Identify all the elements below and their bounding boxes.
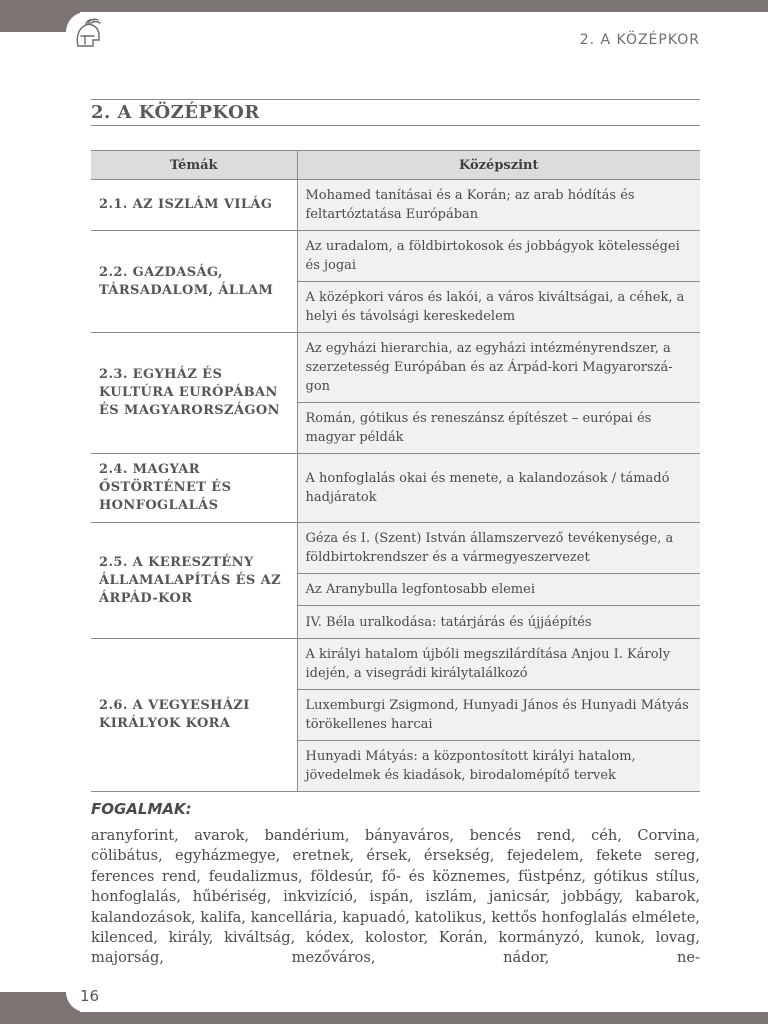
topic-cell: 2.1. AZ ISZLÁM VILÁG (91, 180, 297, 231)
concepts-text: aranyforint, avarok, bandérium, bányaváros, bencés rend, céh, Corvina, cölibátus, egyházmegye, eretnek, érsek, érsekség, fejedelem, fekete sereg, ferences rend, feudalizmus, földesúr, fő- és köznemes, füstpénz, gótikus stílus, honfoglalás, hűbériség, inkvizíció, ispán, iszlám, janicsár, jobbágy, kabarok, kalandozások, kalifa, kancellária, kapuadó, katolikus, kettős honfoglalás elmélete, kilenced, király, kiváltság, kódex, kolostor, Korán, kormányzó, kunok, lovag, majorság, mezőváros, nádor, ne- (91, 827, 700, 967)
subtopic-cell: A királyi hatalom újbóli megszilárdítása Anjou I. Károly idején, a visegrádi királytalálkozó (297, 639, 700, 690)
chapter-title: 2. A KÖZÉPKOR (91, 102, 260, 123)
table-header-row (91, 151, 700, 180)
table-row (91, 180, 700, 231)
page-number: 16 (80, 987, 100, 1005)
subtopic-cell: Luxemburgi Zsigmond, Hunyadi János és Hunyadi Mátyás törökellenes harcai (297, 690, 700, 741)
bottom-band (0, 1012, 768, 1024)
helmet-icon (72, 16, 104, 50)
table-row (91, 231, 700, 282)
subtopic-cell: Az uradalom, a földbirtokosok és jobbágyok kötelességei és jogai (297, 231, 700, 282)
subtopic-cell: IV. Béla uralkodása: tatárjárás és újjáépítés (297, 606, 700, 639)
subtopic-cell: Mohamed tanításai és a Korán; az arab hódítás és feltartóztatása Európában (297, 180, 700, 231)
top-band (0, 0, 768, 12)
table-row (91, 523, 700, 574)
topic-cell: 2.6. A VEGYESHÁZI KIRÁLYOK KORA (91, 639, 297, 792)
subtopic-cell: Géza és I. (Szent) István államszervező tevékenysége, a földbirtokrendszer és a vármegyeszervezet (297, 523, 700, 574)
concepts-heading: FOGALMAK: (91, 800, 192, 818)
running-head: 2. A KÖZÉPKOR (579, 32, 700, 48)
subtopic-cell: Az egyházi hierarchia, az egyházi intézményrendszer, a szerzetesség Európában és az Árpád-kori Magyarorszá-gon (297, 333, 700, 403)
subtopic-cell: A középkori város és lakói, a város kiváltságai, a céhek, a helyi és távolsági kereskedelem (297, 282, 700, 333)
table-row (91, 454, 700, 523)
footer-area (66, 980, 768, 1012)
table-row (91, 639, 700, 690)
topic-cell: 2.4. MAGYAR ŐSTÖRTÉNET ÉS HONFOGLALÁS (91, 454, 297, 523)
chapter-title-block (91, 99, 700, 126)
topics-table (91, 150, 700, 792)
subtopic-cell: A honfoglalás okai és menete, a kalandozások / támadó hadjáratok (297, 454, 700, 523)
topic-cell: 2.2. GAZDASÁG, TÁRSADALOM, ÁLLAM (91, 231, 297, 333)
topic-cell: 2.3. EGYHÁZ ÉS KULTÚRA EURÓPÁBAN ÉS MAGYARORSZÁGON (91, 333, 297, 454)
column-header-level: Középszint (297, 151, 700, 180)
subtopic-cell: Román, gótikus és reneszánsz építészet – európai és magyar példák (297, 403, 700, 454)
subtopic-cell: Hunyadi Mátyás: a központosított királyi hatalom, jövedelmek és kiadások, birodalomépítő tervek (297, 741, 700, 792)
table-row (91, 333, 700, 403)
topic-cell: 2.5. A KERESZTÉNY ÁLLAMALAPÍTÁS ÉS AZ ÁRPÁD-KOR (91, 523, 297, 639)
subtopic-cell: Az Aranybulla legfontosabb elemei (297, 574, 700, 606)
column-header-topics: Témák (91, 151, 297, 180)
